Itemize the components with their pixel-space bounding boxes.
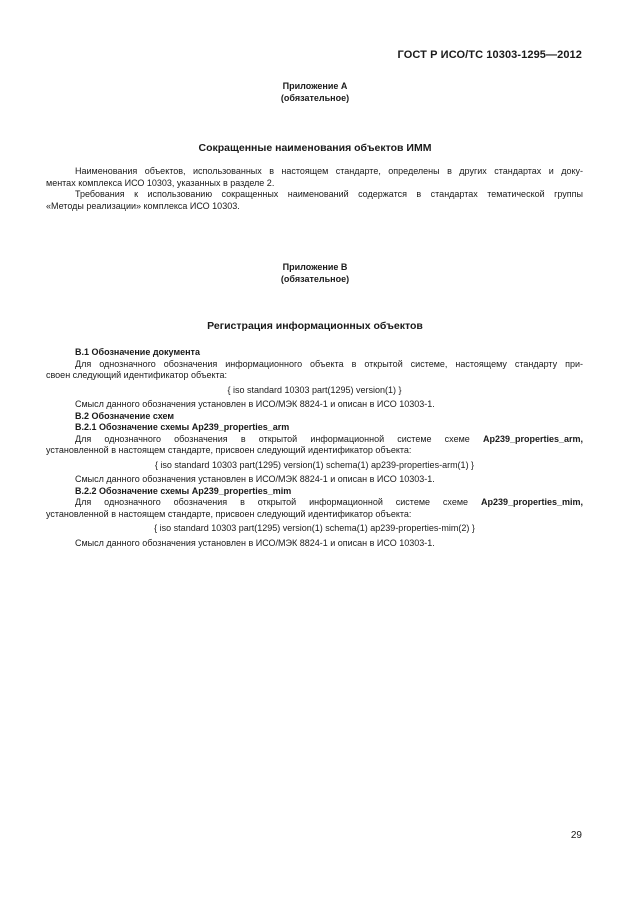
b1-heading: В.1 Обозначение документа xyxy=(75,347,200,357)
b1-paragraph-line-2: своен следующий идентификатор объекта: xyxy=(46,370,228,380)
b22-paragraph-text: Для однозначного обозначения в открытой информационной системе схеме xyxy=(75,497,469,507)
annex-b-status: (обязательное) xyxy=(280,274,350,284)
b22-schema-name: Ap239_properties_mim, xyxy=(480,497,583,507)
b21-paragraph-line-1 xyxy=(46,434,583,446)
annex-a-body xyxy=(46,166,583,212)
annex-b-body xyxy=(46,347,583,549)
b2-heading: В.2 Обозначение схем xyxy=(75,410,175,421)
annex-b-title: Приложение В xyxy=(282,262,348,272)
annex-a-paragraph-1-line-2: ментах комплекса ИСО 10303, указанных в разделе 2. xyxy=(46,177,275,188)
annex-a-paragraph-1-line-1: Наименования объектов, использованных в настоящем стандарте, определены в других стандартах и доку- xyxy=(75,166,583,176)
b22-formula: { iso standard 10303 part(1295) version(1) schema(1) ap239-properties-mim(2) } xyxy=(154,523,475,533)
b22-paragraph-line-1 xyxy=(46,497,583,509)
annex-b-heading xyxy=(0,261,630,285)
b1-formula: { iso standard 10303 part(1295) version(1) } xyxy=(227,384,402,395)
b22-heading: В.2.2 Обозначение схемы Ap239_properties_mim xyxy=(75,485,292,496)
annex-a-title: Приложение А xyxy=(282,81,348,91)
annex-b-section-title: Регистрация информационных объектов xyxy=(207,320,423,332)
b21-heading: В.2.1 Обозначение схемы Ap239_properties_arm xyxy=(75,422,290,432)
b1-paragraph-line-1: Для однозначного обозначения информационного объекта в открытой системе, настоящему стандарту при- xyxy=(75,358,583,369)
document-id-header: ГОСТ Р ИСО/ТС 10303-1295—2012 xyxy=(397,49,582,61)
annex-a-status: (обязательное) xyxy=(280,93,350,103)
b21-note: Смысл данного обозначения установлен в ИСО/МЭК 8824-1 и описан в ИСО 10303-1. xyxy=(75,474,435,484)
b21-paragraph-text: Для однозначного обозначения в открытой информационной системе схеме xyxy=(75,433,470,444)
b21-schema-name: Ap239_properties_arm, xyxy=(482,433,583,444)
b22-note: Смысл данного обозначения установлен в ИСО/МЭК 8824-1 и описан в ИСО 10303-1. xyxy=(75,537,435,548)
annex-a-paragraph-2-line-2: «Методы реализации» комплекса ИСО 10303. xyxy=(46,200,240,211)
b22-paragraph-line-2: установленной в настоящем стандарте, присвоен следующий идентификатор объекта: xyxy=(46,508,412,519)
annex-a-heading xyxy=(0,80,630,104)
page-number: 29 xyxy=(570,830,582,841)
b21-paragraph-line-2: установленной в настоящем стандарте, присвоен следующий идентификатор объекта: xyxy=(46,445,412,455)
b1-note: Смысл данного обозначения установлен в ИСО/МЭК 8824-1 и описан в ИСО 10303-1. xyxy=(75,399,435,409)
annex-a-paragraph-2-line-1: Требования к использованию сокращенных наименований содержатся в стандартах тематической группы xyxy=(75,189,583,199)
annex-a-section-title: Сокращенные наименования объектов ИММ xyxy=(198,142,432,154)
b21-formula: { iso standard 10303 part(1295) version(1) schema(1) ap239-properties-arm(1) } xyxy=(154,459,475,470)
